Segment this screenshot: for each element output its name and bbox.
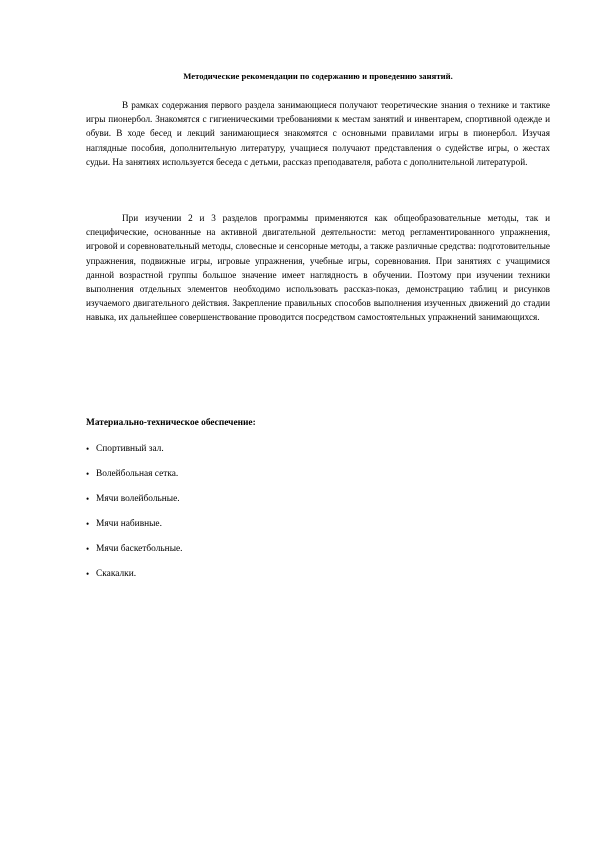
list-item-text: Мячи баскетбольные.: [96, 544, 183, 554]
bullet-icon: •: [86, 444, 90, 454]
bullet-icon: •: [86, 519, 90, 529]
equipment-heading: Материально-техническое обеспечение:: [86, 418, 256, 428]
paragraph-section-1: В рамках содержания первого раздела занимающиеся получают теоретические знания о технике и тактике игры пионербол. Знакомятся с гигиеническими требованиями к местам занятий и инвентарем, спортивной одежде и обуви. В ходе бесед и лекций занимающиеся знакомятся с основными правилами игры в пионербол. Изучая наглядные пособия, дополнительную литературу, учащиеся получают представления о судействе игры, о жестах судьи. На занятиях используется беседа с детьми, рассказ преподавателя, работа с дополнительной литературой.: [86, 100, 550, 167]
paragraph-sections-2-3: При изучении 2 и 3 разделов программы применяются как общеобразовательные методы, так и специфические, основанные на активной двигательной деятельности: метод регламентированного упражнения, игровой и соревновательный методы, словесные и сенсорные методы, а также различные средства: подготовительные упражнения, подвижные игры, игровые упражнения, учебные игры, соревнования. При занятиях с учащимися данной возрастной группы большое значение имеет наглядность в обучении. Поэтому при изучении техники выполнения отдельных элементов необходимо использовать рассказ-показ, демонстрацию таблиц и рисунков изучаемого двигательного действия. Закрепление правильных способов выполнения изученных движений до стадии навыка, их дальнейшее совершенствование проводится посредством самостоятельных упражнений занимающихся.: [86, 213, 550, 323]
list-item: [86, 518, 183, 543]
list-item: [86, 493, 183, 518]
list-item-text: Скакалки.: [96, 569, 137, 579]
list-item-text: Волейбольная сетка.: [96, 469, 179, 479]
list-item: [86, 443, 183, 468]
bullet-icon: •: [86, 569, 90, 579]
list-item-text: Мячи набивные.: [96, 519, 162, 529]
list-item: [86, 468, 183, 493]
bullet-icon: •: [86, 494, 90, 504]
list-item-text: Мячи волейбольные.: [96, 494, 180, 504]
list-item-text: Спортивный зал.: [96, 444, 164, 454]
document-title: Методические рекомендации по содержанию и проведению занятий.: [183, 71, 453, 81]
equipment-list: [86, 443, 183, 593]
bullet-icon: •: [86, 469, 90, 479]
list-item: [86, 568, 183, 593]
bullet-icon: •: [86, 544, 90, 554]
list-item: [86, 543, 183, 568]
